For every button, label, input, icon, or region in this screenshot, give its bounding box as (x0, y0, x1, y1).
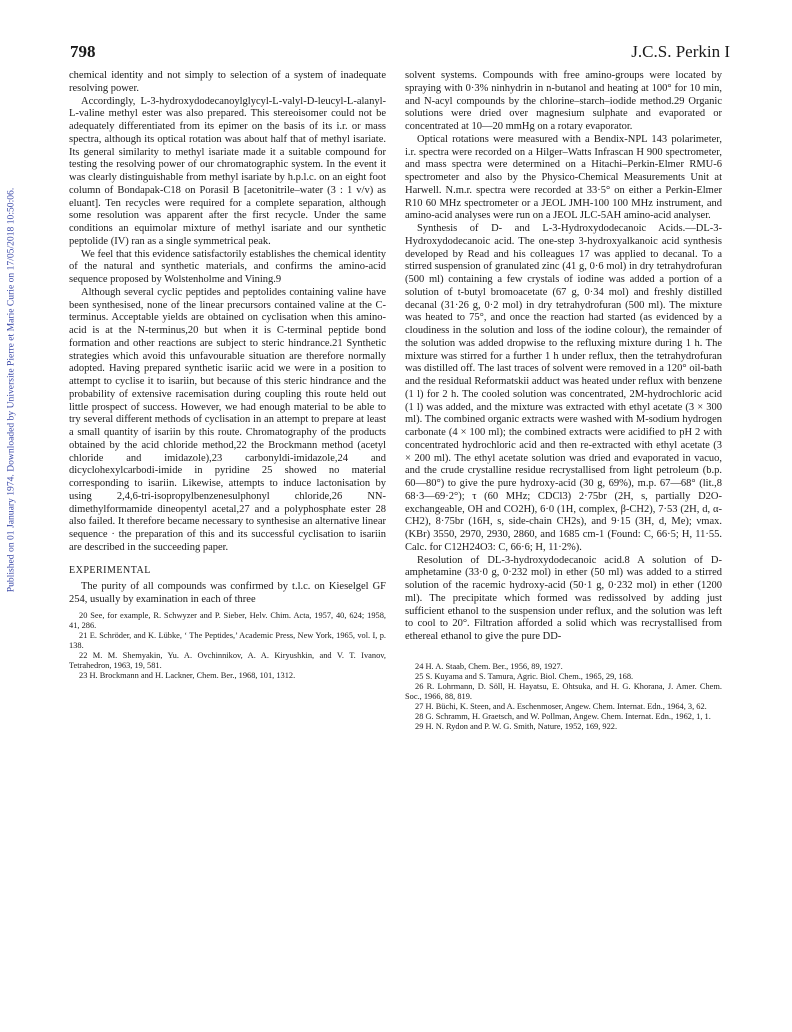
experimental-heading: EXPERIMENTAL (69, 564, 151, 576)
paragraph: chemical identity and not simply to selection of a system of inadequate resolving power. (69, 70, 386, 94)
paragraph: solvent systems. Compounds with free amino-groups were located by spraying with 0·3% ninhydrin in n-butanol and heating at 100° for 10 min, and N-acyl compounds by the chlorine–starch–iodide method.29 Organic solutions were dried over magnesium sulphate and evaporated or concentrated at 10—20 mmHg on a rotary evaporator. (405, 70, 722, 132)
footnotes-left (69, 611, 386, 682)
paragraph: Synthesis of D- and L-3-Hydroxydodecanoic Acids.—DL-3-Hydroxydodecanoic acid. The one-step 3-hydroxyalkanoic acid synthesis developed by Read and his colleagues 17 was applied to decanal. To a stirred suspension of granulated zinc (41 g, 0·6 mol) in dry tetrahydrofuran (500 ml) containing a few crystals of iodine was added a portion of a solution of t-butyl bromoacetate (67 g, 0·34 mol) and freshly distilled decanal (31·26 g, 0·2 mol) in dry tetrahydrofuran (500 ml). The mixture was heated to 75°, and once the reaction had started (as evidenced by a cloudiness in the solution and loss of the iodine colour), the remainder of the solution was added dropwise to the refluxing mixture during 1 h. The mixture was stirred for a further 1 h under reflux, then the tetrahydrofuran was distilled off. The last traces of solvent were removed in a 120° oil-bath and the residual Reformatskii adduct was heated under reflux with benzene (1 l) for 2 h. The cooled solution was concentrated, 2M-hydrochloric acid (1 l) was added, and the mixture was extracted with ethyl acetate (3 × 300 ml). The combined organic extracts were washed with M-sodium hydrogen carbonate (4 × 100 ml); the combined extracts were acidified to pH 2 with concentrated hydrochloric acid and then re-extracted with ethyl acetate (3 × 200 ml). The ethyl acetate solution was dried and evaporated in vacuo, and the crude crystalline residue recrystallised from light petroleum (b.p. 60—80°) to give the pure hydroxy-acid (30 g, 69%), m.p. 67—68° (lit.,8 68·3—69·2°); τ (60 MHz; CDCl3) 2·75br (2H, s, partially D2O-exchangeable, OH and CO2H), 6·0 (1H, complex, β-CH2), 7·53 (2H, d, α-CH2), 8·75br (16H, s, side-chain CH2s), and 9·15 (3H, d, Me); νmax. (KBr) 3550, 2970, 2930, 2860, and 1685 cm-1 (Found: C, 66·5; H, 11·55. Calc. for C12H24O3: C, 66·6; H, 11·2%). (405, 223, 722, 553)
paragraph: Optical rotations were measured with a Bendix-NPL 143 polarimeter, i.r. spectra were recorded on a Hilger–Watts Infrascan H 900 spectrometer, and mass spectra were determined on a Hitachi–Perkin-Elmer RMU-6 spectrometer and also by the Physico-Chemical Measurements Unit at Harwell. N.m.r. spectra were recorded at 33·5° on either a Perkin-Elmer R10 60 MHz spectrometer or a JEOL JMH-100 100 MHz instrument, and amino-acid analyses were run on a JEOL JLC-5AH amino-acid analyser. (405, 133, 722, 222)
footnote: 24 H. A. Staab, Chem. Ber., 1956, 89, 1927. (415, 661, 563, 671)
download-watermark[interactable] (0, 120, 22, 660)
footnote: 28 G. Schramm, H. Graetsch, and W. Pollman, Angew. Chem. Internat. Edn., 1962, 1, 1. (415, 712, 711, 722)
paragraph: We feel that this evidence satisfactorily establishes the chemical identity of the natural and synthetic materials, and confirms the amino-acid sequence proposed by Wolstenholme and Vining.9 (69, 248, 386, 285)
footnote: 26 R. Lohrmann, D. Söll, H. Hayatsu, E. Ohtsuka, and H. G. Khorana, J. Amer. Chem. Soc., 1966, 88, 819. (405, 681, 722, 702)
footnote: 20 See, for example, R. Schwyzer and P. Sieber, Helv. Chim. Acta, 1957, 40, 624; 1958, 41, 286. (69, 610, 386, 630)
right-column (405, 70, 722, 732)
footnote: 22 M. M. Shemyakin, Yu. A. Ovchinnikov, A. A. Kiryushkin, and V. T. Ivanov, Tetrahedron, 1963, 19, 581. (69, 651, 386, 671)
paragraph: Accordingly, L-3-hydroxydodecanoylglycyl-L-valyl-D-leucyl-L-alanyl-L-valine methyl ester was also prepared. This stereoisomer could not be adequately differentiated from its epimer on the basis of its i.r. or mass spectra, although its optical rotation was about half that of methyl isariate. Its general similarity to methyl isariate made it a suitable compound for testing the resolving power of our chromatographic system. In the event it was clearly distinguishable from methyl isariate by h.p.l.c. on an eight foot column of Bondapak-C18 on Porasil B [acetonitrile–water (3 : 1 v/v) as eluant]. Ten recycles were required for a complete separation, although some resolution was apparent after the first recycle. Under the same conditions an equimolar mixture of methyl isariate and our synthetic peptolide (IV) ran as a single symmetrical peak. (69, 95, 386, 247)
paragraph: The purity of all compounds was confirmed by t.l.c. on Kieselgel GF 254, usually by examination in each of three (69, 581, 386, 605)
footnote: 29 H. N. Rydon and P. W. G. Smith, Nature, 1952, 169, 922. (415, 722, 618, 732)
download-watermark-text: Published on 01 January 1974. Downloaded by Universite Pierre et Marie Curie on 17/05/2018 10:50:06. (5, 187, 17, 593)
paragraph: Resolution of DL-3-hydroxydodecanoic acid.8 A solution of D-amphetamine (33·0 g, 0·232 mol) in ether (50 ml) was added to a stirred solution of the racemic hydroxy-acid (50·1 g, 0·232 mol) in ether (1200 ml). The precipitate which formed was redissolved by adding just sufficient ethanol to the suspension under reflux, and the solution was left to cool to 20°. Filtration afforded a solid which was recrystallised from ethereal ethanol to give the pure DD- (405, 554, 722, 642)
footnote: 21 E. Schröder, and K. Lübke, ‘ The Peptides,’ Academic Press, New York, 1965, vol. I, p. 138. (69, 630, 386, 651)
footnotes-right (405, 662, 722, 733)
paragraph: Although several cyclic peptides and peptolides containing valine have been synthesised, none of the linear precursors contained valine at the C-terminus. Acceptable yields are obtained on cyclisation when this amino-acid is at the N-terminus,20 but when it is C-terminal peptide bond formation and other reactions are subject to steric hindrance.21 Synthetic strategies which avoid this unfavourable situation are therefore normally adopted. Having prepared synthetic isariic acid we were in a position to attempt to cyclise it to isariin, but because of this steric hindrance and the probability of extensive racemisation during coupling this route held out little prospect of success. However, we had enough material to be able to try several different methods of cyclisation in an attempt to prepare at least a small quantity of isariin by this route. Chromatography of the products obtained by the acid chloride method,22 the Brockmann method (acetyl chloride and imidazole),23 carbonyldi-imidazole,24 and dicyclohexylcarbodi-imide in pyridine 25 showed no material corresponding to isariin. Likewise, attempts to induce lactonisation by using 2,4,6-tri-isopropylbenzenesulphonyl chloride,26 NN-dimethylformamide dineopentyl acetal,27 and a polyphosphate ester 28 also failed. It therefore became necessary to synthesise an alternative linear sequence · the preparation of this and its successful cyclisation to isariin are described in the succeeding paper. (69, 286, 386, 553)
footnote: 23 H. Brockmann and H. Lackner, Chem. Ber., 1968, 101, 1312. (79, 671, 296, 681)
footnote: 25 S. Kuyama and S. Tamura, Agric. Biol. Chem., 1965, 29, 168. (415, 671, 634, 681)
left-column (69, 70, 386, 681)
footnote: 27 H. Büchi, K. Steen, and A. Eschenmoser, Angew. Chem. Internat. Edn., 1964, 3, 62. (415, 702, 707, 712)
journal-title: J.C.S. Perkin I (631, 42, 730, 61)
page-number: 798 (70, 42, 96, 61)
